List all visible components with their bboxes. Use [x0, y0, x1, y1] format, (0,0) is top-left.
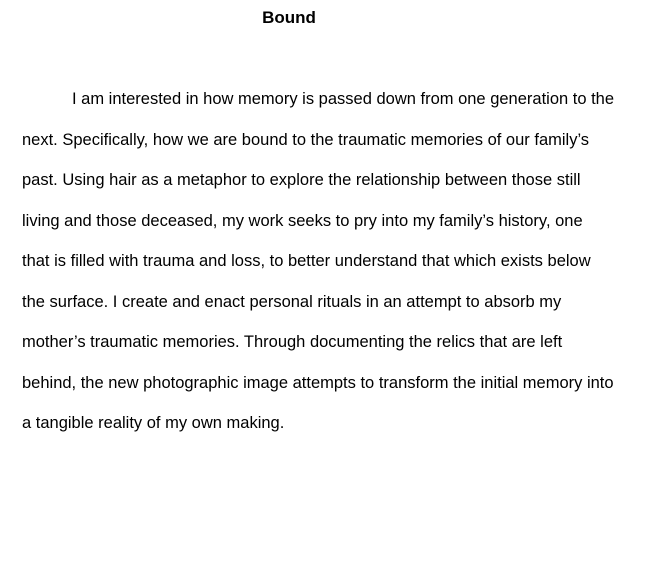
paragraph-line-8: behind, the new photographic image attempts to transform the initial memory into [22, 373, 614, 392]
paragraph-line-1: I am interested in how memory is passed down from one generation to the [72, 90, 615, 108]
paragraph-line-9: a tangible reality of my own making. [22, 414, 285, 432]
paragraph-line-7: mother’s traumatic memories. Through documenting the relics that are left [22, 333, 563, 351]
paragraph-line-4: living and those deceased, my work seeks to pry into my family’s history, one [22, 211, 583, 230]
paragraph-line-2: next. Specifically, how we are bound to the traumatic memories of our family’s [22, 130, 590, 149]
paragraph-line-6: the surface. I create and enact personal rituals in an attempt to absorb my [22, 292, 562, 311]
paragraph-line-3: past. Using hair as a metaphor to explore the relationship between those still [22, 171, 581, 189]
document-title: Bound [262, 8, 316, 27]
paragraph-line-5: that is filled with trauma and loss, to better understand that which exists below [22, 252, 591, 270]
